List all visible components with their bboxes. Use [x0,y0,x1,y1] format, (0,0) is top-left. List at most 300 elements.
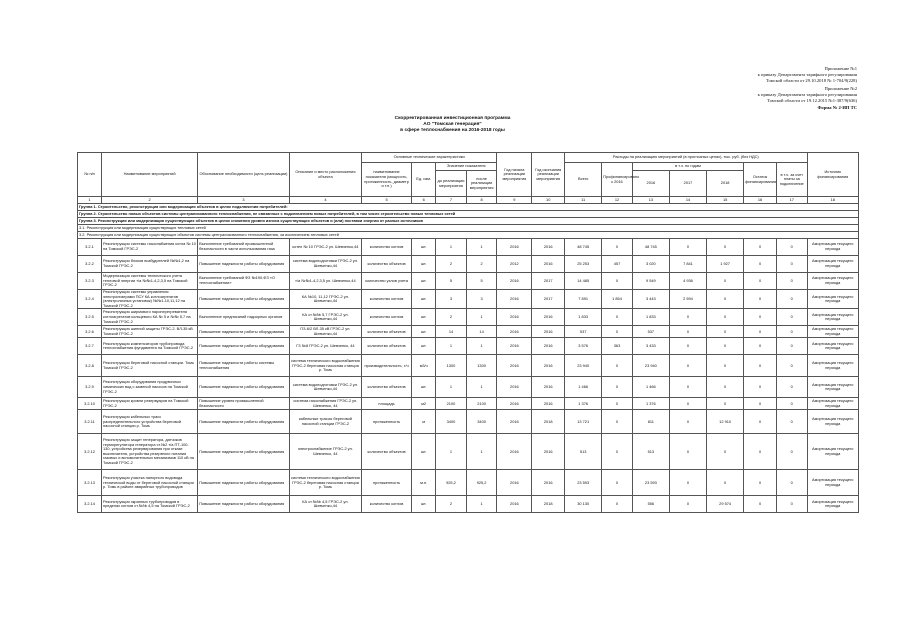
cell-before: 1 [436,338,467,355]
cell-n: 3.2.1 [78,239,102,256]
group-title: Группа 2. Строительство новых объектов системы централизованного теплоснабжения, не связанных с подключением новых потребителей, в том числе строительство новых тепловых сетей [78,211,859,218]
cell-y17: 0 [669,398,706,410]
cell-goal: Выполнение требований ФЗ №190-ФЗ «О теплоснабжении» [198,273,290,290]
appendix-1-block [758,66,857,85]
cell-total: 1 466 [565,377,602,398]
cell-unit: шт. [412,239,436,256]
cell-loc: система технического водоснабжения ГРЭС-2 береговая насосная станция р. Томь [289,470,361,496]
cell-ys: 2016 [497,434,532,470]
cell-y18: 0 [707,470,744,496]
cell-rem: 0 [744,309,777,326]
column-number: 15 [707,197,744,204]
cell-y17: 0 [669,470,706,496]
cell-fin: 0 [602,326,633,338]
cell-before: 2 [436,496,467,513]
cell-rem: 0 [744,256,777,273]
column-number: 5 [361,197,411,204]
cell-y18: 12 910 [707,410,744,434]
appendix-1-line: Томской области от 29.10.2018 № 1-704/9(228) [765,78,857,84]
cell-ys: 2016 [497,410,532,434]
cell-name: Реконструкция компенсаторов трубопровода теплоснабжения фундамента на Томской ГРЭС-2 [102,338,198,355]
cell-before: 2 [436,256,467,273]
cell-y18: 0 [707,309,744,326]
cell-n: 3.2.11 [78,410,102,434]
cell-loc: система водоподготовки ГРЭС-2 ул. Шевченко,44 [289,377,361,398]
table-row [78,290,859,309]
cell-ys: 2016 [497,496,532,513]
cell-src: Амортизация текущего периода [807,239,858,256]
cell-after: 1 [466,309,497,326]
col-year-start-header: Год начала реализации мероприятия [497,153,532,197]
cell-name: Реконструкция блоков возбудителей №№1,2 на Томской ГРЭС-2 [102,256,198,273]
cell-y18: 0 [707,434,744,470]
column-number: 10 [532,197,565,204]
col-connection-fee-header: в т.ч. за счет платы за подключение [776,163,807,197]
cell-total: 1 376 [565,398,602,410]
cell-rem: 0 [744,496,777,513]
cell-y16: 1 466 [632,377,669,398]
cell-own: 0 [776,309,807,326]
cell-src: Амортизация текущего периода [807,355,858,377]
cell-n: 3.2.2 [78,256,102,273]
cell-n: 3.2.4 [78,290,102,309]
cell-unit: шт. [412,338,436,355]
cell-after: 1 [466,496,497,513]
cell-ys: 2016 [497,239,532,256]
cell-n: 3.2.5 [78,309,102,326]
cell-src: Амортизация текущего периода [807,496,858,513]
cell-fin: 1 854 [602,290,633,309]
cell-name: Реконструкция системы управления электролизерами ПСУ КА котлоагрегатов (электролизных установок) №№1-10,11,12 на Томской ГРЭС-2 [102,290,198,309]
cell-ye: 2016 [532,377,565,398]
cell-loc: КА ст.№№ 5,7 ГРЭС-2 ул. Шевченко,44 [289,309,361,326]
cell-goal: Повышение надежности работы оборудования [198,470,290,496]
cell-before: 3400 [436,410,467,434]
table-row [78,470,859,496]
cell-total: 48 745 [565,239,602,256]
cell-ys: 2016 [497,377,532,398]
cell-ys: 2016 [497,326,532,338]
column-number: 18 [807,197,858,204]
cell-goal: Выполнение предписаний надзорных органов [198,309,290,326]
cell-own: 0 [776,256,807,273]
cell-y18: 0 [707,273,744,290]
cell-goal: Выполнение требований промышленной безопасности в части использования газа [198,239,290,256]
cell-y16: 3 443 [632,290,669,309]
cell-own: 0 [776,398,807,410]
cell-after: 5 [466,273,497,290]
cell-rem: 0 [744,355,777,377]
cell-param: количество объектов [361,377,411,398]
cell-loc: система технического водоснабжения ГРЭС-2 береговая насосная станция р. Томь [289,355,361,377]
cell-after: 1 [466,377,497,398]
cell-unit: шт. [412,309,436,326]
cell-y18: 0 [707,355,744,377]
cell-after: 925,2 [466,470,497,496]
cell-before: 1 [436,434,467,470]
cell-name: Реконструкция шинной защиты ГРЭС-2. ВЛ-35 кВ Томской ГРЭС-2 [102,326,198,338]
cell-y16: 513 [632,434,669,470]
table-row [78,326,859,338]
cell-param: количество котлов [361,290,411,309]
cell-fin: 0 [602,410,633,434]
group-title: Группа 3. Реконструкция или модернизация существующих объектов в целях снижения уровня износа существующих объектов и (или) поставки энергии от разных источников [78,218,859,225]
cell-fin: 0 [602,377,633,398]
subgroup-row [78,225,859,232]
cell-param: производительность, т/ч [361,355,411,377]
appendix-2-line: к приказу Департамента тарифного регулирования [757,92,857,98]
appendix-1-line: к приказу Департамента тарифного регулирования [757,72,857,78]
cell-rem: 0 [744,410,777,434]
table-row [78,273,859,290]
investment-program-table [77,152,859,513]
values-group-header: Значение показателя [436,163,497,171]
cell-own: 0 [776,239,807,256]
cell-total: 25 253 [565,256,602,273]
cell-n: 3.2.10 [78,398,102,410]
cell-rem: 0 [744,470,777,496]
cell-fin: 0 [602,470,633,496]
cell-loc: т/а №№1-4,2,3,5 ул. Шевченко,44 [289,273,361,290]
cell-param: количество котлов [361,309,411,326]
cell-y17: 0 [669,355,706,377]
col-total-header: Всего [565,163,602,197]
cell-loc: электроснабжение ГРЭС-2 ул. Шевченко, 44 [289,434,361,470]
column-number: 4 [289,197,361,204]
cell-param: протяженность [361,470,411,496]
cell-y17: 0 [669,309,706,326]
cell-y18: 1 927 [707,256,744,273]
cell-name: Реконструкция кровли резервуаров на Томской ГРЭС-2 [102,398,198,410]
col-goal-header: Обоснование необходимости (цель реализации) [198,153,290,197]
cell-param: количество объектов [361,434,411,470]
tech-group-header: Основные технические характеристики [361,153,496,163]
cell-fin: 457 [602,256,633,273]
cell-y16: 48 745 [632,239,669,256]
col-year-end-header: Год окончания реализации мероприятия [532,153,565,197]
column-number: 9 [497,197,532,204]
cell-ys: 2016 [497,309,532,326]
cell-own: 0 [776,410,807,434]
by-years-header: в т.ч. по годам [632,163,743,171]
cell-src: Амортизация текущего периода [807,434,858,470]
table-row [78,398,859,410]
cell-goal: Повышение надежности работы оборудования [198,377,290,398]
cell-src: Амортизация текущего периода [807,470,858,496]
cell-y17: 0 [669,338,706,355]
cell-before: 1 [436,239,467,256]
cell-rem: 0 [744,377,777,398]
cell-y16: 3 020 [632,256,669,273]
column-number: 2 [102,197,198,204]
cell-before: 1 [436,377,467,398]
cell-param: количество объектов [361,338,411,355]
cell-total: 513 [565,434,602,470]
column-number: 1 [78,197,102,204]
cell-own: 0 [776,326,807,338]
cell-own: 0 [776,290,807,309]
cell-unit: м.п. [412,470,436,496]
cell-y16: 3 433 [632,338,669,355]
cell-y17: 0 [669,434,706,470]
cell-unit: м3/ч [412,355,436,377]
column-number: 6 [412,197,436,204]
cell-y17: 0 [669,377,706,398]
cell-unit: шт. [412,326,436,338]
table-row [78,338,859,355]
cost-group-header: Расходы на реализацию мероприятий (в прогнозных ценах), тыс. руб. (без НДС) [565,153,807,163]
cell-param: количество узлов учета [361,273,411,290]
cell-after: 14 [466,326,497,338]
table-row [78,355,859,377]
cell-total: 1 833 [565,309,602,326]
cell-rem: 0 [744,434,777,470]
cell-total: 30 130 [565,496,602,513]
cell-y18: 0 [707,290,744,309]
cell-before: 3 [436,290,467,309]
cell-after: 1300 [466,355,497,377]
cell-goal: Повышение надежности работы оборудования [198,290,290,309]
cell-loc: система газоснабжения ГРЭС-2 ул. Шевченко, 44 [289,398,361,410]
subgroup-title: 3.1. Реконструкция или модернизация существующих тепловых сетей [78,225,859,232]
cell-y16: 1 376 [632,398,669,410]
cell-rem: 0 [744,326,777,338]
cell-y16: 811 [632,410,669,434]
table-row [78,239,859,256]
column-number: 16 [744,197,777,204]
col-2018-header: 2018 [707,171,744,197]
cell-param: количество котлов [361,496,411,513]
cell-goal: Повышение уровня промышленной безопасности [198,398,290,410]
cell-unit: шт. [412,256,436,273]
cell-own: 0 [776,355,807,377]
cell-unit: шт. [412,273,436,290]
column-number: 3 [198,197,290,204]
cell-rem: 0 [744,398,777,410]
cell-name: Реконструкция оборудования продувочных химических вод с заменой насосов на Томской ГРЭС-2 [102,377,198,398]
cell-ye: 2017 [532,290,565,309]
cell-src: Амортизация текущего периода [807,338,858,355]
title-line: АО "Томская генерация" [423,122,482,128]
cell-y18: 0 [707,377,744,398]
cell-goal: Повышение надежности работы оборудования [198,410,290,434]
column-number: 7 [436,197,467,204]
cell-y17: 7 841 [669,256,706,273]
cell-ye: 2017 [532,273,565,290]
cell-fin: 363 [602,338,633,355]
cell-rem: 0 [744,273,777,290]
cell-ys: 2016 [497,273,532,290]
cell-ye: 2018 [532,496,565,513]
table-row [78,309,859,326]
cell-ys: 2016 [497,355,532,377]
cell-ye: 2016 [532,470,565,496]
cell-before: 2100 [436,398,467,410]
cell-before: 2 [436,309,467,326]
col-financed-header: Профинансировано к 2016 [602,163,633,197]
cell-y16: 1 833 [632,309,669,326]
cell-total: 23 593 [565,470,602,496]
cell-y16: 23 593 [632,470,669,496]
cell-y18: 0 [707,398,744,410]
col-name-header: Наименование мероприятий [102,153,198,197]
table-row [78,256,859,273]
subgroup-title: 3.2. Реконструкция или модернизация существующих объектов системы централизованного теплоснабжения, за исключением тепловых сетей [78,232,859,239]
group-title: Группа 1. Строительство, реконструкция или модернизация объектов в целях подключения потребителей: [78,204,859,211]
cell-src: Амортизация текущего периода [807,326,858,338]
cell-unit: м [412,410,436,434]
column-number: 13 [632,197,669,204]
cell-n: 3.2.12 [78,434,102,470]
cell-y16: 556 [632,496,669,513]
cell-y17: 2 594 [669,290,706,309]
cell-total: 13 721 [565,410,602,434]
cell-ye: 2016 [532,338,565,355]
cell-unit: шт. [412,496,436,513]
cell-goal: Повышение надежности работы системы теплоснабжения [198,355,290,377]
cell-total: 3 576 [565,338,602,355]
cell-ye: 2016 [532,326,565,338]
cell-n: 3.2.8 [78,355,102,377]
cell-rem: 0 [744,338,777,355]
cell-unit: шт. [412,434,436,470]
group-row [78,204,859,211]
cell-n: 3.2.6 [78,326,102,338]
table-row [78,410,859,434]
cell-name: Модернизация системы технического учета тепловой энергии т/а №№1-4,2,3,5 на Томской ГРЭС-2 [102,273,198,290]
appendix-2-line: Томской области от 19.12.2015 №1-387/9(636) [767,98,857,104]
cell-name: Реконструкция ширмового пароперегревателя котлоагрегатов кольцевого КА № 5 и №№ 5,7 на Томской ГРЭС-2 [102,309,198,326]
group-row [78,218,859,225]
cell-goal: Повышение надежности работы оборудования [198,338,290,355]
subgroup-row [78,232,859,239]
cell-fin: 0 [602,398,633,410]
table-row [78,496,859,513]
cell-fin: 0 [602,496,633,513]
column-number: 12 [602,197,633,204]
cell-goal: Повышение надежности работы оборудования [198,496,290,513]
cell-loc: система водоподготовки ГРЭС-2 ул. Шевченко,44 [289,256,361,273]
cell-y17: 4 936 [669,273,706,290]
cell-param: протяженность [361,410,411,434]
cell-own: 0 [776,496,807,513]
cell-loc: ГЗ №8 ГРЭС-2 ул. Шевченко, 44 [289,338,361,355]
cell-loc: котел № 10 ГРЭС-2 ул. Шевченко,44 [289,239,361,256]
cell-rem: 0 [744,290,777,309]
cell-rem: 0 [744,239,777,256]
col-2016-header: 2016 [632,171,669,197]
cell-src: Амортизация текущего периода [807,410,858,434]
cell-ye: 2016 [532,355,565,377]
title-line: в сфере теплоснабжения на 2016-2018 годы [400,128,505,134]
cell-before: 14 [436,326,467,338]
cell-loc: КА ст.№№ 4,5 ГРЭС-2 ул. Шевченко,44 [289,496,361,513]
cell-after: 1 [466,434,497,470]
cell-after: 2 [466,256,497,273]
cell-name: Реконструкция береговой насосной станции. Томь Томской ГРЭС-2 [102,355,198,377]
col-location-header: Описание и место расположения объекта [289,153,361,197]
cell-name: Реконструкция экранных трубопроводов в пределах котлов ст.№№ 4,5 на Томской ГРЭС-2 [102,496,198,513]
title-line: Скорректированная инвестиционная программа [394,116,511,121]
cell-ys: 2012 [497,256,532,273]
col-param-header: наименование показателя (мощность, протяженность, диаметр и т.п.) [361,163,411,197]
cell-name: Реконструкция защит генератора, датчиков терморегулятора генератора ст.№2 т/а ПТ-100-130, устройства резервирования при отказе выключателя, устройства резервного питания газовых и вспомогательных механизмов 110 кВ на Томской ГРЭС-2 [102,434,198,470]
cell-y18: 29 574 [707,496,744,513]
cell-loc: КА №10, 11,12 ГРЭС-2 ул. Шевченко,44 [289,290,361,309]
col-after-header: после реализации мероприятия [466,171,497,197]
column-number: 8 [466,197,497,204]
cell-fin: 0 [602,355,633,377]
appendix-1-line: Приложение №1 [824,66,857,71]
cell-unit: шт. [412,290,436,309]
cell-n: 3.2.9 [78,377,102,398]
cell-y17: 0 [669,410,706,434]
cell-unit: шт. [412,377,436,398]
cell-ye: 2016 [532,434,565,470]
col-source-header: Источник финансирования [807,153,858,197]
cell-src: Амортизация текущего периода [807,256,858,273]
cell-unit: м2 [412,398,436,410]
cell-total: 7 891 [565,290,602,309]
column-number: 11 [565,197,602,204]
column-number: 17 [776,197,807,204]
cell-loc: ПЗ-6/2 ВЛ-35 кВ ГРЭС-2 ул. Шевченко,44 [289,326,361,338]
cell-own: 0 [776,273,807,290]
col-remaining-header: Остаток финансирования [744,163,777,197]
cell-param: количество объектов [361,326,411,338]
cell-goal: Повышение надежности работы оборудования [198,434,290,470]
cell-n: 3.2.13 [78,470,102,496]
appendix-2-line: Приложение №2 [824,86,857,91]
cell-own: 0 [776,470,807,496]
cell-y18: 0 [707,338,744,355]
cell-y17: 0 [669,496,706,513]
cell-fin: 0 [602,434,633,470]
column-number: 14 [669,197,706,204]
cell-before: 5 [436,273,467,290]
cell-total: 537 [565,326,602,338]
cell-ys: 2016 [497,290,532,309]
cell-own: 0 [776,434,807,470]
cell-ye: 2016 [532,398,565,410]
cell-src: Амортизация текущего периода [807,273,858,290]
column-numbers-row [78,197,859,204]
cell-name: Реконструкция кабельных трасс распределительного устройства береговой насосной станции р. Томь [102,410,198,434]
cell-param: площадь [361,398,411,410]
cell-ys: 2016 [497,338,532,355]
cell-after: 1 [466,239,497,256]
cell-before: 1300 [436,355,467,377]
table-row [78,377,859,398]
cell-total: 23 940 [565,355,602,377]
document-title [0,116,905,135]
cell-own: 0 [776,338,807,355]
cell-fin: 0 [602,273,633,290]
cell-src: Амортизация текущего периода [807,377,858,398]
form-label: Форма № 2-ИП ТС [817,104,857,110]
cell-y18: 0 [707,239,744,256]
cell-y16: 537 [632,326,669,338]
cell-fin: 0 [602,239,633,256]
cell-src: Амортизация текущего периода [807,309,858,326]
group-row [78,211,859,218]
col-num-header: № п/п [78,153,102,197]
cell-src: Амортизация текущего периода [807,398,858,410]
cell-y17: 0 [669,326,706,338]
cell-goal: Повышение надежности работы оборудования [198,256,290,273]
cell-n: 3.2.14 [78,496,102,513]
cell-after: 2100 [466,398,497,410]
